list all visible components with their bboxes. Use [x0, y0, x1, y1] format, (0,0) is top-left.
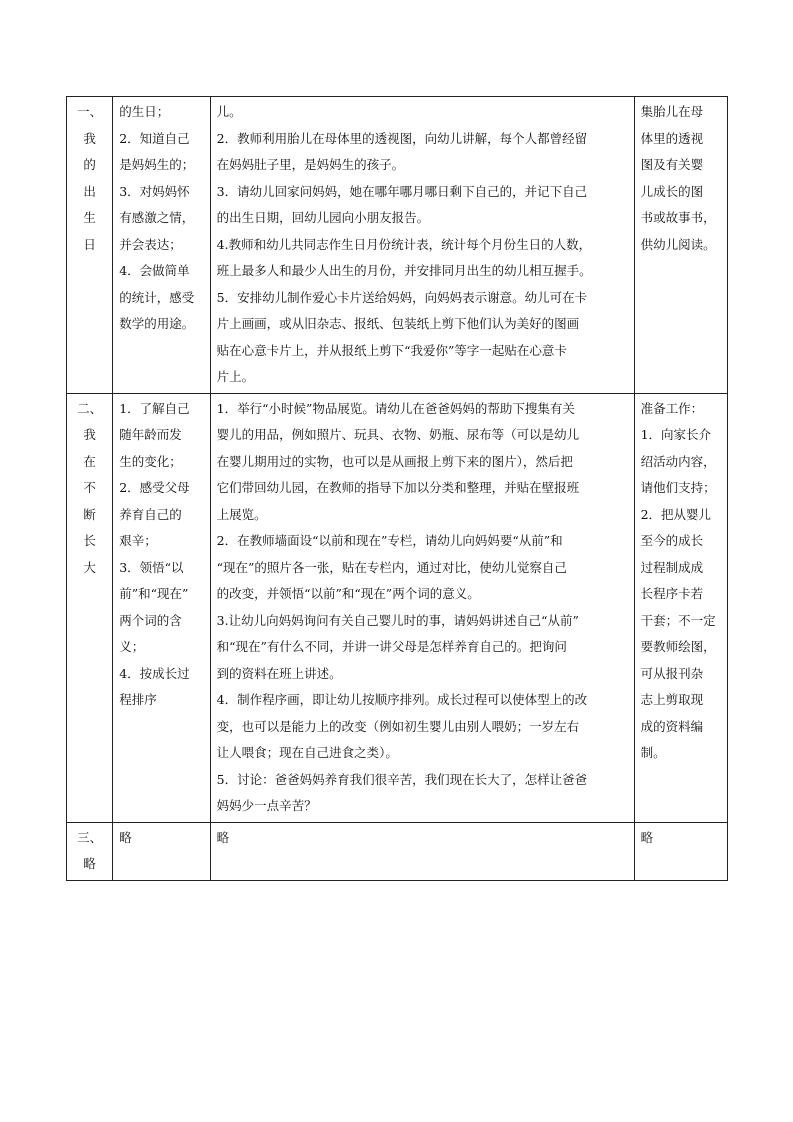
text-line: 4．制作程序画，即让幼儿按顺序排列。成长过程可以使体型上的改 — [216, 692, 588, 707]
resources-cell — [634, 97, 727, 394]
text-line: 3．领悟“以 — [119, 559, 184, 575]
text-line: 艰辛； — [119, 533, 157, 548]
text-line: 片上画画，或从旧杂志、报纸、包装纸上剪下他们认为美好的图画 — [216, 316, 580, 331]
text-line: 有感激之情， — [119, 210, 195, 225]
text-line: 3.让幼儿向妈妈询问有关自己婴儿时的事，请妈妈讲述自己“从前” — [216, 612, 579, 628]
text-line: 不 — [83, 480, 96, 495]
text-line: 集胎儿在母 — [640, 104, 704, 119]
text-line: 我 — [83, 427, 96, 442]
text-line: 出 — [83, 183, 96, 199]
table-row — [67, 97, 728, 394]
text-line: 1．向家长介 — [640, 427, 712, 442]
text-line: 略 — [640, 829, 654, 845]
activities-cell — [210, 822, 634, 880]
text-line: 请他们支持； — [640, 480, 716, 495]
text-line: “现在”的照片各一张，贴在专栏内，通过对比，使幼儿觉察自己 — [216, 559, 567, 575]
goals-cell — [113, 97, 210, 394]
text-line: 2．把从婴儿 — [640, 506, 712, 522]
text-line: 准备工作： — [640, 400, 704, 416]
text-line: 一、 — [77, 104, 103, 119]
text-line: 至今的成长 — [640, 533, 704, 548]
text-line: 让人喂食；现在自己进食之类）。 — [216, 745, 398, 760]
goals-cell — [113, 393, 210, 822]
table-row — [67, 822, 728, 880]
text-line: 图及有关婴 — [640, 157, 704, 172]
text-line: 的改变，并领悟“以前”和“现在”两个词的意义。 — [216, 586, 480, 601]
text-line: 3．对妈妈怀 — [119, 183, 190, 199]
text-line: 3．请幼儿回家问妈妈，她在哪年哪月哪日剩下自己的，并记下自己 — [216, 183, 588, 199]
text-line: 并会表达； — [119, 236, 182, 252]
text-line: 到的资料在班上讲述。 — [216, 665, 342, 681]
text-line: 随年龄而发 — [119, 427, 182, 442]
text-line: 4．按成长过 — [119, 665, 190, 681]
text-line: 我 — [83, 130, 96, 146]
text-line: 体里的透视 — [640, 130, 704, 146]
activities-cell — [210, 393, 634, 822]
text-line: 制。 — [640, 745, 666, 760]
text-line: 程排序 — [119, 692, 157, 707]
activities-cell — [210, 97, 634, 394]
text-line: 日 — [83, 236, 96, 252]
text-line: 上展览。 — [216, 506, 267, 522]
text-line: 贴在心意卡片上，并从报纸上剪下“我爱你”等字一起贴在心意卡 — [216, 342, 567, 358]
text-line: 绍活动内容， — [640, 453, 716, 469]
text-line: 的出生日期，回幼儿园向小朋友报告。 — [216, 210, 430, 225]
text-line: 2．感受父母 — [119, 480, 190, 495]
text-line: 4．会做简单 — [119, 263, 190, 278]
text-line: 是妈妈生的； — [119, 157, 195, 172]
text-line: 要教师绘图， — [640, 639, 716, 654]
text-line: 生的变化； — [119, 453, 182, 469]
text-line: 变，也可以是能力上的改变（例如初生婴儿由别人喂奶；一岁左右 — [216, 718, 580, 734]
text-line: 义； — [119, 639, 145, 654]
text-line: 志上剪取现 — [640, 692, 704, 707]
text-line: 三、 — [77, 829, 103, 845]
row-title — [67, 97, 113, 394]
text-line: 在妈妈肚子里，是妈妈生的孩子。 — [216, 157, 405, 172]
text-line: 1．举行“小时候”物品展览。请幼儿在爸爸妈妈的帮助下搜集有关 — [216, 400, 575, 416]
text-line: 略 — [119, 829, 132, 845]
text-line: 5．讨论：爸爸妈妈养育我们很辛苦，我们现在长大了，怎样让爸爸 — [216, 771, 588, 787]
text-line: 1．了解自己 — [119, 400, 190, 416]
text-line: 长程序卡若 — [640, 586, 704, 601]
goals-cell — [113, 822, 210, 880]
row-title — [67, 393, 113, 822]
text-line: 妈妈少一点辛苦？ — [216, 798, 317, 813]
text-line: 断 — [83, 506, 96, 522]
text-line: 的统计，感受 — [119, 289, 195, 305]
row-title — [67, 822, 113, 880]
text-line: 数学的用途。 — [119, 316, 195, 331]
text-line: 养育自己的 — [119, 506, 182, 522]
text-line: 略 — [83, 856, 96, 871]
text-line: 书或故事书， — [640, 210, 716, 225]
text-line: 儿成长的图 — [640, 183, 704, 199]
lesson-plan-table — [66, 96, 728, 881]
text-line: 2．在教师墙面设“以前和现在”专栏，请幼儿向妈妈要“从前”和 — [216, 533, 563, 548]
text-line: 干套；不一定 — [640, 612, 716, 628]
text-line: 成的资料编 — [640, 718, 704, 734]
resources-cell — [634, 822, 727, 880]
text-line: 在 — [83, 453, 96, 469]
text-line: 4.教师和幼儿共同志作生日月份统计表，统计每个月份生日的人数， — [216, 236, 592, 252]
text-line: 片上。 — [216, 369, 255, 384]
text-line: 和“现在”有什么不同，并讲一讲父母是怎样养育自己的。把询问 — [216, 639, 567, 654]
text-line: 略 — [216, 829, 230, 845]
text-line: 大 — [83, 559, 96, 575]
resources-cell — [634, 393, 727, 822]
text-line: 二、 — [77, 400, 103, 416]
text-line: 在婴儿期用过的实物，也可以是从画报上剪下来的图片），然后把 — [216, 453, 573, 469]
text-line: 2．教师利用胎儿在母体里的透视图，向幼儿讲解，每个人都曾经留 — [216, 130, 588, 146]
text-line: 生 — [83, 210, 96, 225]
text-line: 5．安排幼儿制作爱心卡片送给妈妈，向妈妈表示谢意。幼儿可在卡 — [216, 289, 588, 305]
text-line: 的 — [83, 157, 96, 172]
text-line: 婴儿的用品，例如照片、玩具、衣物、奶瓶、尿布等（可以是幼儿 — [216, 427, 580, 442]
text-line: 的生日； — [119, 104, 170, 119]
text-line: 两个词的含 — [119, 612, 182, 628]
text-line: 它们带回幼儿园，在教师的指导下加以分类和整理，并贴在壁报班 — [216, 480, 580, 495]
text-line: 长 — [83, 533, 96, 548]
text-line: 过程制成成 — [640, 559, 704, 575]
text-line: 可从报刊杂 — [640, 665, 704, 681]
text-line: 儿。 — [216, 104, 242, 119]
text-line: 班上最多人和最少人出生的月份，并安排同月出生的幼儿相互握手。 — [216, 263, 592, 278]
text-line: 2．知道自己 — [119, 130, 190, 146]
table-row — [67, 393, 728, 822]
text-line: 供幼儿阅读。 — [640, 236, 716, 252]
text-line: 前”和“现在” — [119, 586, 189, 601]
